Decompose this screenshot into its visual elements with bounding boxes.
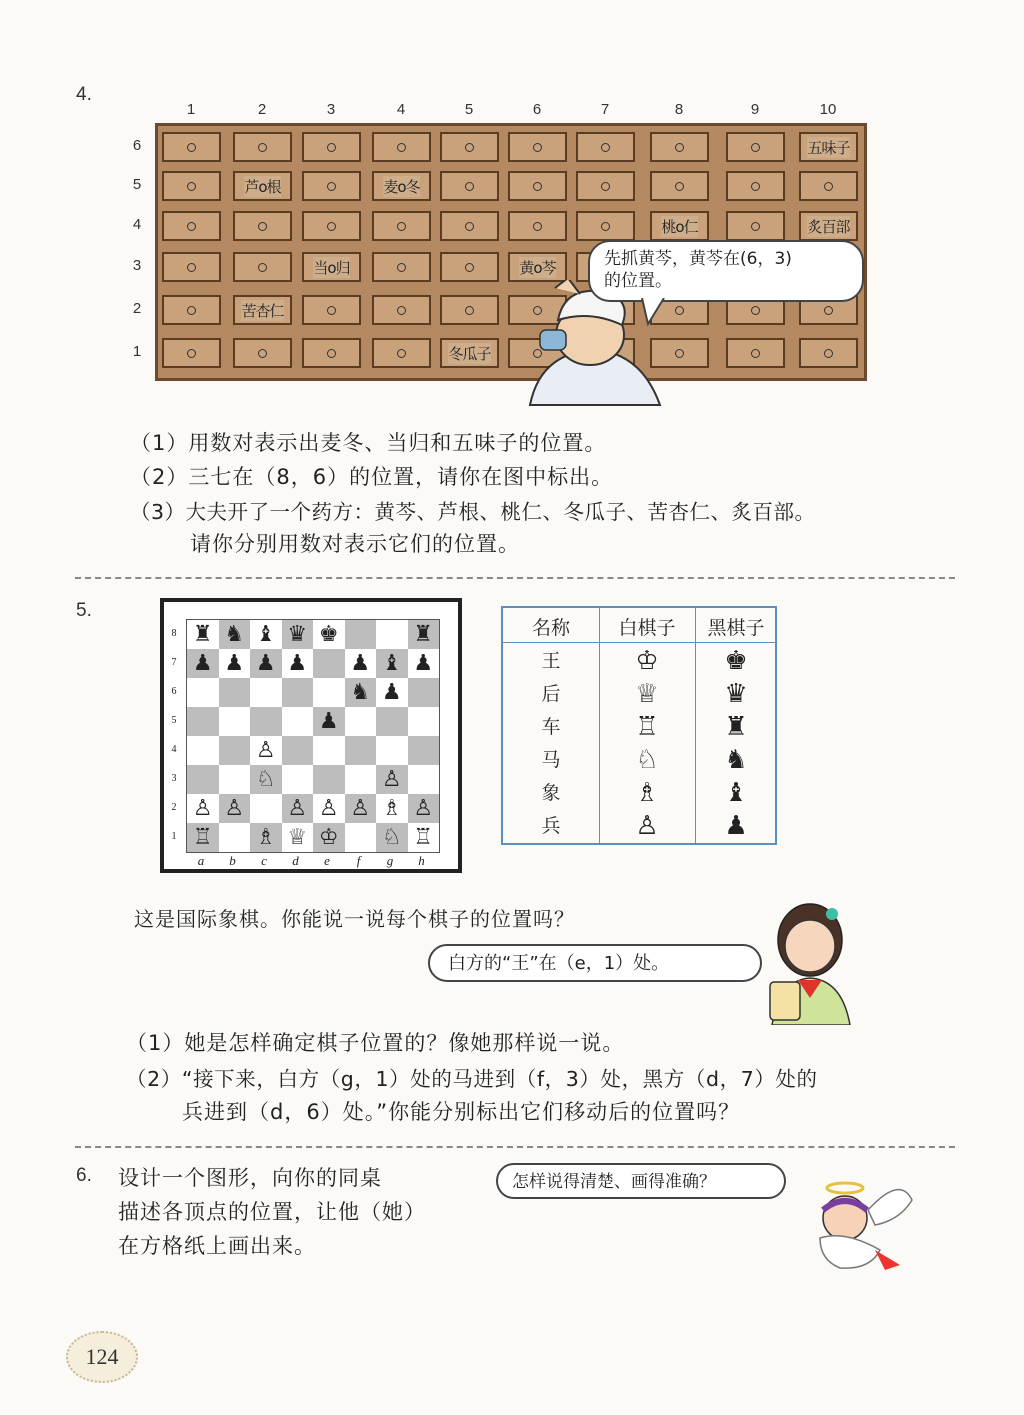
- chess-piece: ♟: [224, 650, 245, 676]
- chess-square: [313, 649, 345, 678]
- drawer-knob: [397, 143, 406, 152]
- piece-table-black: ♞: [724, 745, 748, 775]
- chess-square: [187, 649, 219, 678]
- chess-square: [250, 794, 282, 823]
- piece-table-white: ♘: [635, 745, 659, 775]
- chess-square: [345, 794, 377, 823]
- drawer-knob: [397, 349, 406, 358]
- drawer: [650, 132, 709, 162]
- drawer: [162, 295, 221, 325]
- piece-table-white: ♖: [635, 712, 659, 742]
- drawer: [508, 171, 567, 201]
- chess-piece: ♙: [192, 795, 213, 821]
- drawer: [576, 132, 635, 162]
- table-header-white: 白棋子: [618, 617, 676, 639]
- chess-square: [187, 678, 219, 707]
- drawer: [372, 295, 431, 325]
- drawer-label: 苦杏仁: [241, 301, 284, 320]
- chess-square: [282, 736, 314, 765]
- drawer: [302, 295, 361, 325]
- chess-square: [345, 765, 377, 794]
- drawer: [508, 132, 567, 162]
- q5-item-2: （2）“接下来，白方（g，1）处的马进到（f，3）处，黑方（d，7）处的: [126, 1067, 818, 1091]
- q6-line-3: 在方格纸上画出来。: [118, 1234, 316, 1258]
- chess-square: [313, 620, 345, 649]
- drawer-label: 桃o仁: [661, 217, 698, 236]
- drawer-knob: [187, 182, 196, 191]
- cabinet-row-number: 2: [132, 300, 142, 317]
- question-4-number: 4.: [76, 84, 92, 105]
- drawer: [372, 252, 431, 282]
- drawer: [440, 132, 499, 162]
- drawer-knob: [327, 143, 336, 152]
- drawer-knob: [751, 182, 760, 191]
- chess-piece: ♙: [381, 766, 402, 792]
- drawer: [799, 171, 858, 201]
- girl-speech-bubble: 白方的“王”在（e，1）处。: [428, 944, 762, 982]
- file-label: h: [418, 853, 425, 868]
- q4-item-3: （3）大夫开了一个药方：黄芩、芦根、桃仁、冬瓜子、苦杏仁、炙百部。: [130, 500, 816, 524]
- drawer: [726, 211, 785, 241]
- chess-piece: ♙: [350, 795, 371, 821]
- chess-piece: ♗: [381, 795, 402, 821]
- drawer-knob: [533, 182, 542, 191]
- piece-table-name: 象: [541, 782, 561, 804]
- chess-piece: ♟: [318, 708, 339, 734]
- drawer-label: 芦o根: [244, 177, 281, 196]
- question-5-number: 5.: [76, 600, 92, 621]
- chess-square: [219, 823, 251, 852]
- drawer-knob: [187, 306, 196, 315]
- drawer-knob: [751, 306, 760, 315]
- drawer: [440, 338, 499, 368]
- drawer-knob: [601, 143, 610, 152]
- cabinet-row-number: 1: [132, 343, 142, 360]
- chess-square: [376, 736, 408, 765]
- drawer-knob: [533, 222, 542, 231]
- drawer-knob: [397, 222, 406, 231]
- drawer: [799, 132, 858, 162]
- chess-piece: ♙: [318, 795, 339, 821]
- piece-table-black: ♚: [724, 646, 748, 676]
- cabinet-col-number: 6: [532, 101, 542, 118]
- piece-table-black: ♛: [724, 679, 748, 709]
- q6-line-1: 设计一个图形，向你的同桌: [118, 1166, 382, 1190]
- chess-square: [408, 823, 440, 852]
- piece-table-name: 车: [541, 716, 561, 738]
- rank-label: 5: [171, 715, 177, 726]
- chess-square: [282, 823, 314, 852]
- drawer-knob: [533, 143, 542, 152]
- chess-piece: ♛: [287, 621, 308, 647]
- chess-square: [187, 736, 219, 765]
- chess-piece: ♙: [255, 737, 276, 763]
- drawer: [302, 211, 361, 241]
- chess-square: [408, 649, 440, 678]
- chess-square: [219, 620, 251, 649]
- piece-table-white: ♕: [635, 679, 659, 709]
- drawer-knob: [465, 263, 474, 272]
- cabinet-row-number: 3: [132, 257, 142, 274]
- chess-square: [187, 794, 219, 823]
- chess-piece: ♞: [224, 621, 245, 647]
- piece-table-black: ♟: [724, 811, 748, 841]
- drawer: [440, 211, 499, 241]
- chess-piece: ♘: [255, 766, 276, 792]
- divider: [75, 577, 955, 579]
- drawer: [233, 252, 292, 282]
- drawer: [726, 171, 785, 201]
- drawer: [233, 295, 292, 325]
- drawer-knob: [187, 143, 196, 152]
- chess-square: [376, 707, 408, 736]
- chess-piece: ♟: [350, 650, 371, 676]
- chess-square: [282, 678, 314, 707]
- q4-item-1: （1）用数对表示出麦冬、当归和五味子的位置。: [130, 431, 607, 455]
- drawer: [372, 338, 431, 368]
- chess-piece: ♟: [381, 679, 402, 705]
- q5-item-1: （1）她是怎样确定棋子位置的？像她那样说一说。: [126, 1031, 625, 1055]
- drawer: [508, 211, 567, 241]
- drawer: [576, 171, 635, 201]
- drawer: [302, 171, 361, 201]
- drawer: [162, 132, 221, 162]
- rank-label: 3: [171, 773, 177, 784]
- cabinet-row-number: 5: [132, 176, 142, 193]
- chess-square: [313, 765, 345, 794]
- chess-piece: ♖: [413, 824, 434, 850]
- drawer-label: 当o归: [313, 258, 350, 277]
- chess-square: [313, 707, 345, 736]
- drawer: [162, 338, 221, 368]
- rank-label: 7: [171, 657, 177, 668]
- chess-square: [282, 649, 314, 678]
- drawer: [372, 132, 431, 162]
- chess-square: [376, 620, 408, 649]
- chess-square: [282, 620, 314, 649]
- drawer: [162, 252, 221, 282]
- cabinet-col-number: 2: [257, 101, 267, 118]
- chess-square: [345, 736, 377, 765]
- drawer: [650, 211, 709, 241]
- doctor-bubble-line1: 先抓黄芩，黄芩在(6，3): [604, 249, 792, 269]
- chess-square: [345, 649, 377, 678]
- drawer: [372, 211, 431, 241]
- piece-table-white: ♔: [635, 646, 659, 676]
- drawer: [799, 338, 858, 368]
- cabinet-col-number: 5: [464, 101, 474, 118]
- chess-square: [408, 707, 440, 736]
- chess-piece: ♖: [192, 824, 213, 850]
- chess-square: [219, 794, 251, 823]
- chess-piece: ♟: [413, 650, 434, 676]
- q4-item-3-continued: 请你分别用数对表示它们的位置。: [190, 532, 520, 556]
- chess-square: [345, 620, 377, 649]
- drawer: [440, 252, 499, 282]
- chess-square: [345, 678, 377, 707]
- piece-table-black: ♜: [724, 712, 748, 742]
- drawer-knob: [397, 306, 406, 315]
- chess-square: [408, 765, 440, 794]
- drawer-knob: [397, 263, 406, 272]
- drawer-knob: [751, 143, 760, 152]
- chess-piece: ♞: [350, 679, 371, 705]
- piece-table-name: 后: [541, 683, 561, 705]
- chess-piece: ♚: [318, 621, 339, 647]
- chess-square: [408, 620, 440, 649]
- divider: [75, 1146, 955, 1148]
- chess-square: [219, 649, 251, 678]
- drawer: [302, 132, 361, 162]
- drawer: [650, 171, 709, 201]
- cabinet-col-number: 3: [326, 101, 336, 118]
- drawer-label: 五味子: [807, 138, 850, 157]
- q5-item-2-continued: 兵进到（d，6）处。”你能分别标出它们移动后的位置吗？: [182, 1100, 741, 1124]
- chess-square: [250, 823, 282, 852]
- piece-table-name: 马: [541, 749, 561, 771]
- drawer-knob: [258, 222, 267, 231]
- drawer: [726, 132, 785, 162]
- drawer-label: 炙百部: [807, 217, 850, 236]
- q5-intro: 这是国际象棋。你能说一说每个棋子的位置吗？: [134, 907, 575, 931]
- chess-square: [376, 678, 408, 707]
- chess-square: [187, 707, 219, 736]
- q6-line-2: 描述各顶点的位置，让他（她）: [118, 1200, 426, 1224]
- chess-piece: ♝: [255, 621, 276, 647]
- rank-label: 1: [171, 831, 177, 842]
- piece-table-name: 兵: [541, 815, 561, 837]
- drawer: [233, 171, 292, 201]
- drawer-knob: [601, 182, 610, 191]
- chess-square: [250, 678, 282, 707]
- table-header-name: 名称: [531, 617, 570, 639]
- drawer-knob: [465, 182, 474, 191]
- chess-square: [282, 707, 314, 736]
- chess-square: [376, 823, 408, 852]
- chess-piece: ♝: [381, 650, 402, 676]
- cabinet-col-number: 4: [396, 101, 406, 118]
- drawer: [440, 171, 499, 201]
- chess-square: [219, 707, 251, 736]
- chess-square: [250, 707, 282, 736]
- drawer: [302, 338, 361, 368]
- chess-square: [408, 794, 440, 823]
- chess-square: [219, 736, 251, 765]
- chess-square: [408, 678, 440, 707]
- rank-label: 6: [171, 686, 177, 697]
- chess-piece: ♟: [255, 650, 276, 676]
- chess-square: [408, 736, 440, 765]
- chess-piece: ♟: [287, 650, 308, 676]
- chess-square: [219, 678, 251, 707]
- file-label: d: [292, 853, 299, 868]
- drawer: [233, 211, 292, 241]
- drawer: [162, 171, 221, 201]
- chess-square: [376, 765, 408, 794]
- drawer-knob: [258, 143, 267, 152]
- drawer-knob: [751, 349, 760, 358]
- drawer-label: 冬瓜子: [448, 344, 491, 363]
- q4-item-2: （2）三七在（8，6）的位置，请你在图中标出。: [130, 465, 614, 489]
- drawer-knob: [327, 182, 336, 191]
- file-label: g: [386, 853, 394, 868]
- drawer: [162, 211, 221, 241]
- drawer-knob: [465, 143, 474, 152]
- table-header-black: 黑棋子: [707, 617, 765, 639]
- drawer-knob: [327, 306, 336, 315]
- bubble-tail: [640, 298, 670, 326]
- file-label: b: [229, 853, 236, 868]
- drawer-knob: [187, 263, 196, 272]
- chess-piece: ♙: [224, 795, 245, 821]
- drawer: [799, 211, 858, 241]
- chess-square: [345, 707, 377, 736]
- chess-board: [186, 619, 440, 853]
- drawer-knob: [824, 182, 833, 191]
- drawer-knob: [675, 143, 684, 152]
- file-label: e: [324, 853, 330, 868]
- drawer: [726, 338, 785, 368]
- chess-square: [187, 620, 219, 649]
- drawer-label: 黄o芩: [519, 258, 556, 277]
- chess-square: [313, 823, 345, 852]
- chess-square: [187, 765, 219, 794]
- piece-table-black: ♝: [724, 778, 748, 808]
- cabinet-col-number: 10: [819, 101, 837, 118]
- chess-piece: ♔: [318, 824, 339, 850]
- cabinet-col-number: 7: [600, 101, 610, 118]
- chess-piece: ♜: [413, 621, 434, 647]
- cabinet-col-number: 1: [186, 101, 196, 118]
- drawer-knob: [258, 349, 267, 358]
- drawer-knob: [824, 349, 833, 358]
- chess-square: [250, 649, 282, 678]
- drawer: [302, 252, 361, 282]
- chess-square: [345, 823, 377, 852]
- chess-piece-table: [501, 606, 777, 845]
- drawer: [440, 295, 499, 325]
- chess-piece: ♙: [413, 795, 434, 821]
- chess-square: [187, 823, 219, 852]
- chess-square: [376, 794, 408, 823]
- drawer: [508, 252, 567, 282]
- angel-speech-bubble: 怎样说得清楚、画得准确？: [496, 1163, 786, 1199]
- drawer: [576, 211, 635, 241]
- drawer: [233, 132, 292, 162]
- page-number: 124: [66, 1331, 138, 1383]
- cabinet-row-number: 6: [132, 137, 142, 154]
- drawer-knob: [187, 349, 196, 358]
- drawer-knob: [601, 222, 610, 231]
- chess-piece: ♜: [192, 621, 213, 647]
- piece-table-white: ♗: [635, 778, 659, 808]
- doctor-bubble-line2: 的位置。: [604, 271, 672, 291]
- chess-square: [250, 620, 282, 649]
- drawer-knob: [751, 222, 760, 231]
- chess-square: [282, 765, 314, 794]
- cabinet-col-number: 9: [750, 101, 760, 118]
- chess-piece: ♟: [192, 650, 213, 676]
- chess-square: [219, 765, 251, 794]
- chess-square: [376, 649, 408, 678]
- drawer-knob: [465, 222, 474, 231]
- file-label: c: [261, 853, 267, 868]
- chess-piece: ♕: [287, 824, 308, 850]
- rank-label: 2: [171, 802, 177, 813]
- question-6-number: 6.: [76, 1165, 92, 1186]
- rank-label: 4: [171, 744, 177, 755]
- chess-square: [313, 678, 345, 707]
- rank-label: 8: [171, 628, 177, 639]
- chess-square: [282, 794, 314, 823]
- drawer-knob: [187, 222, 196, 231]
- chess-square: [250, 765, 282, 794]
- drawer-knob: [465, 306, 474, 315]
- chess-square: [250, 736, 282, 765]
- drawer-knob: [327, 222, 336, 231]
- file-label: a: [197, 853, 205, 868]
- chess-piece: ♙: [287, 795, 308, 821]
- file-label: f: [356, 853, 361, 868]
- angel-illustration: [790, 1170, 920, 1280]
- drawer: [372, 171, 431, 201]
- chess-square: [313, 794, 345, 823]
- piece-table-white: ♙: [635, 811, 659, 841]
- drawer-knob: [824, 306, 833, 315]
- chess-piece: ♗: [255, 824, 276, 850]
- piece-table-name: 王: [541, 650, 561, 672]
- drawer: [233, 338, 292, 368]
- cabinet-row-number: 4: [132, 216, 142, 233]
- drawer-knob: [675, 182, 684, 191]
- cabinet-col-number: 8: [674, 101, 684, 118]
- doctor-speech-bubble: [588, 240, 864, 302]
- chess-piece: ♘: [381, 824, 402, 850]
- drawer-knob: [327, 349, 336, 358]
- drawer-label: 麦o冬: [383, 177, 420, 196]
- drawer-knob: [258, 263, 267, 272]
- girl-illustration: [750, 900, 870, 1025]
- chess-square: [313, 736, 345, 765]
